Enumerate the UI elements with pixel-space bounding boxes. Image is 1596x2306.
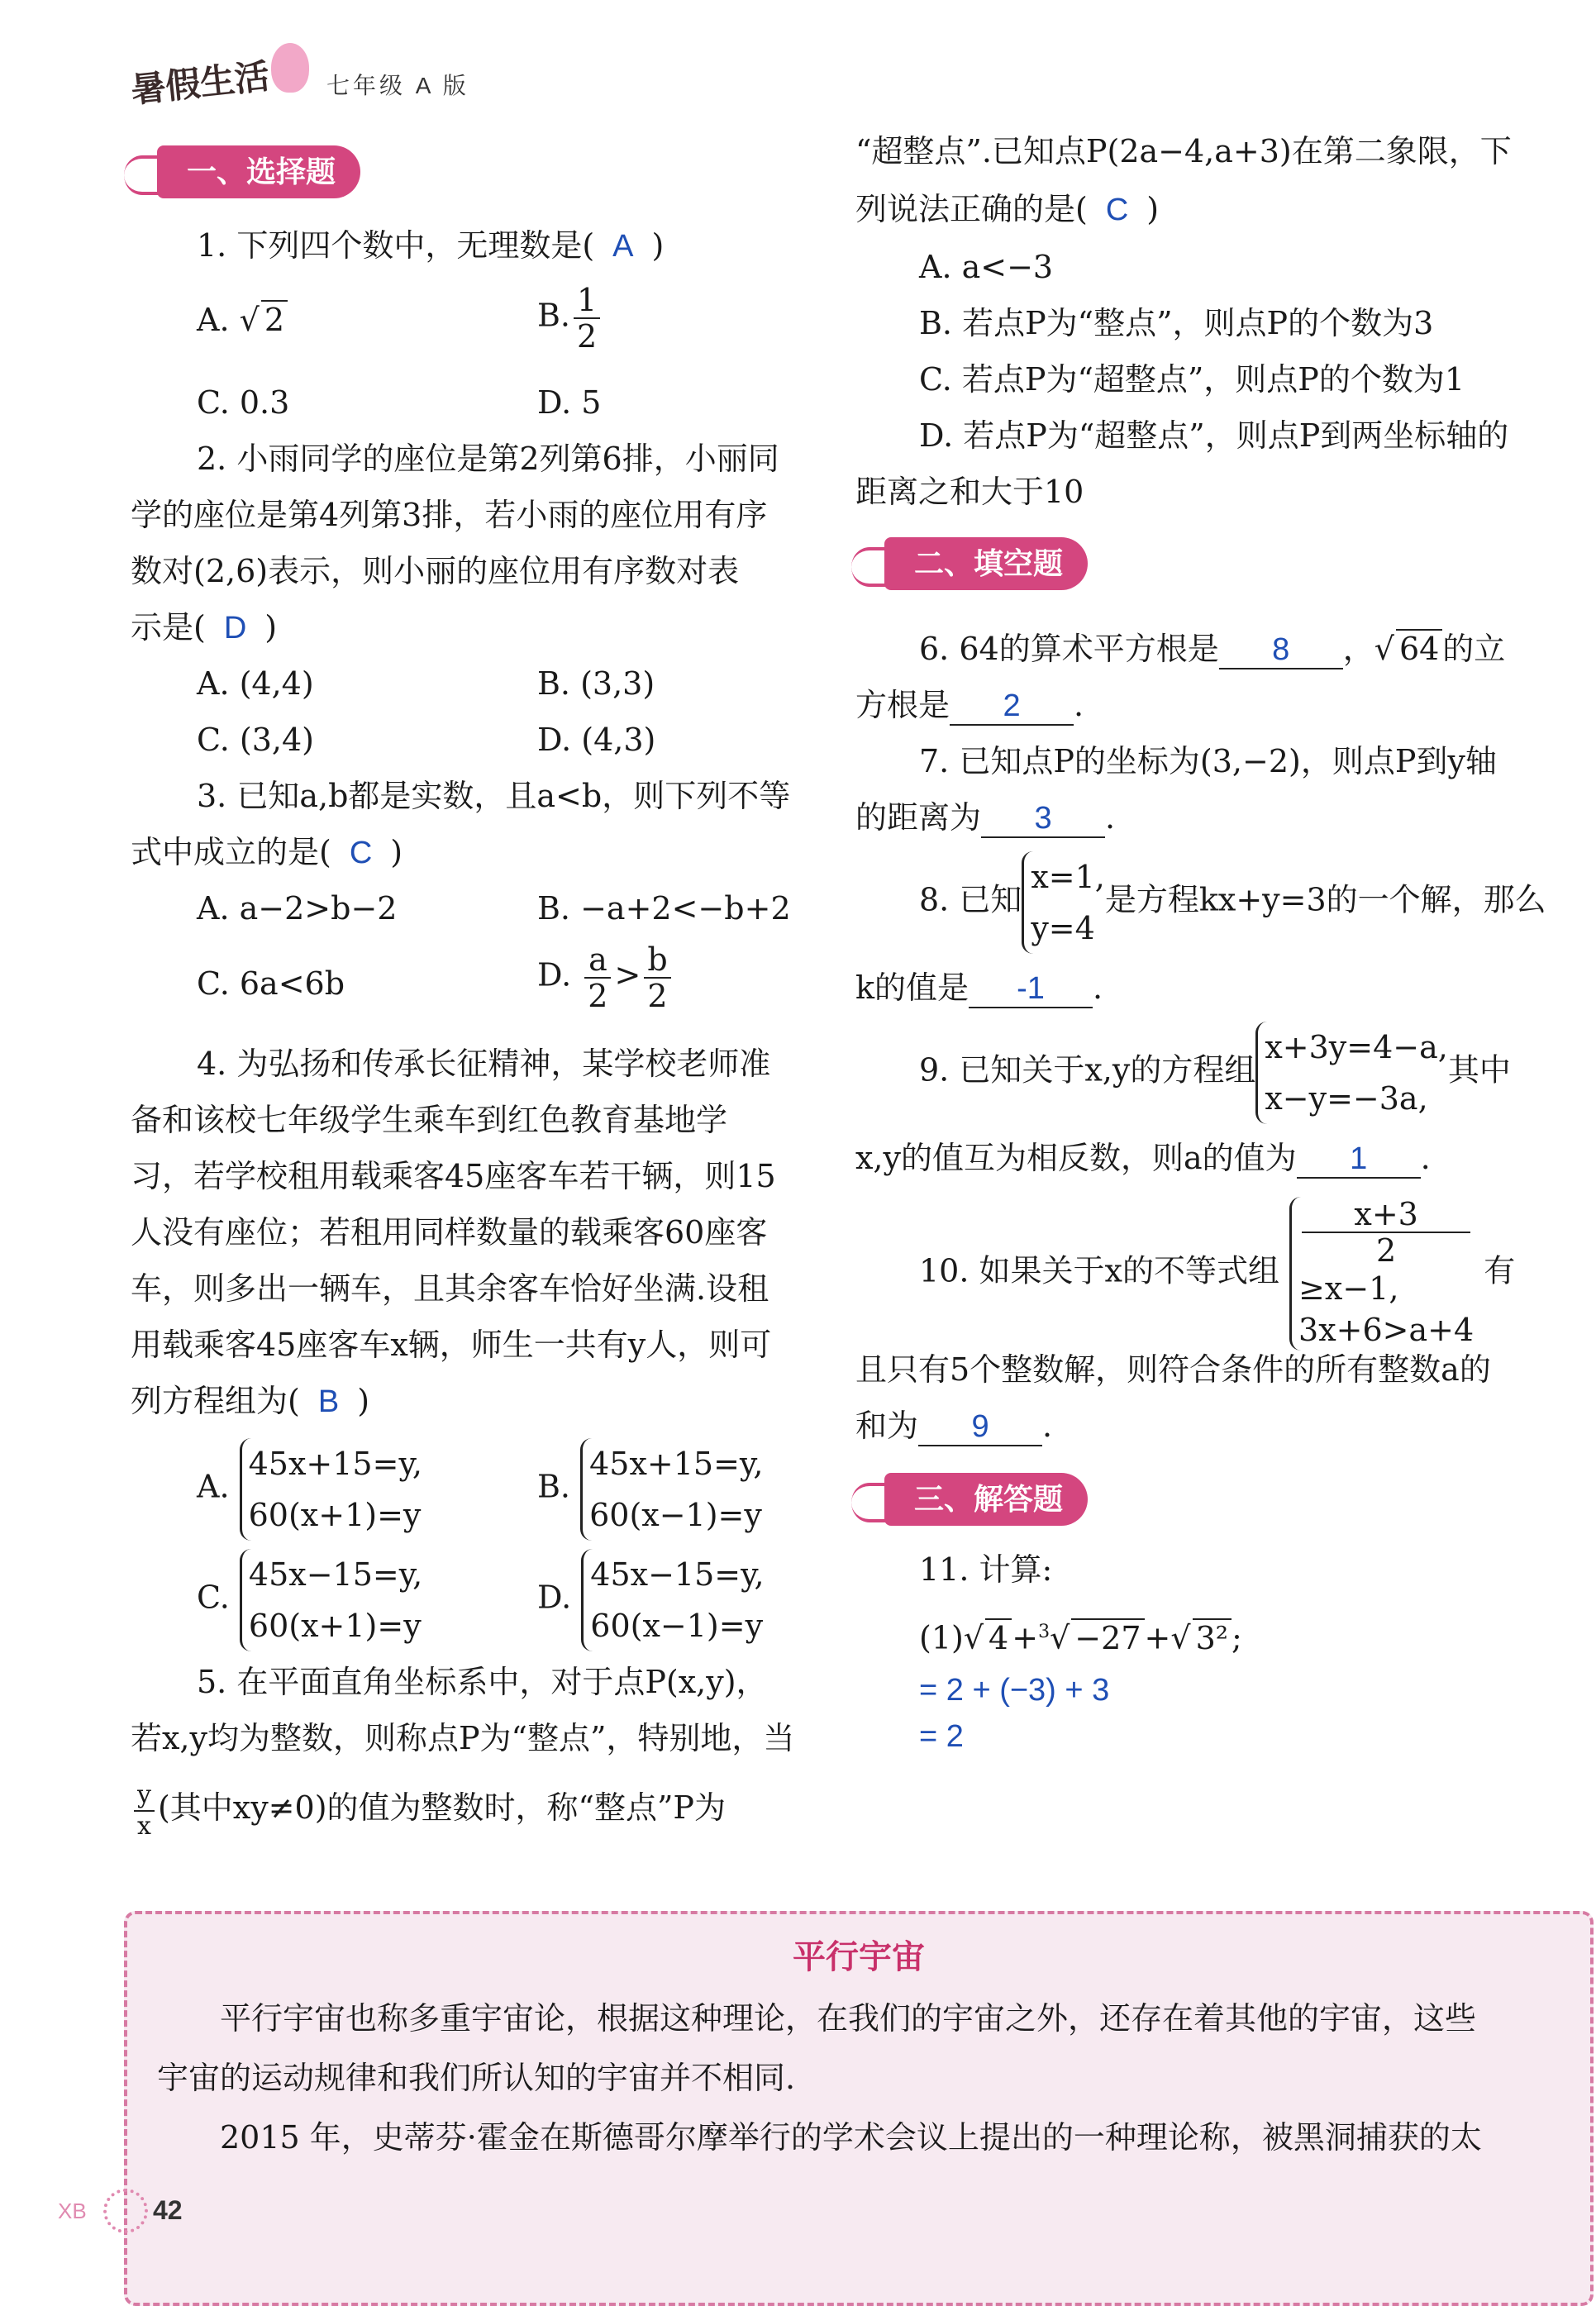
reading-box-para-2: 宇宙的运动规律和我们所认知的宇宙并不相同. — [157, 2060, 796, 2096]
q11-step-2: = 2 — [919, 1719, 964, 1754]
q5-option-d-cont: 距离之和大于10 — [855, 474, 1084, 510]
q10-line1: 10. 如果关于x的不等式组 x+3 2 ≥x−1, 3x+6>a+4 有 — [919, 1197, 1515, 1351]
reading-box-para-3: 2015 年，史蒂芬·霍金在斯德哥尔摩举行的学术会议上提出的一种理论称，被黑洞捕获的太 — [220, 2119, 1482, 2156]
q1-option-d: D. 5 — [537, 384, 602, 421]
q10-line3: 和为 9 . — [855, 1397, 1052, 1455]
q11-step-1: = 2 + (−3) + 3 — [919, 1673, 1110, 1708]
q2-option-b: B. (3,3) — [537, 665, 655, 702]
q3-option-a: A. a−2>b−2 — [197, 890, 398, 927]
q8-line1: 8. 已知 x=1, y=4 是方程kx+y=3的一个解，那么 — [919, 851, 1546, 954]
q8-answer: -1 — [969, 970, 1093, 1008]
q5-line3: $\frac{y}{x}$ (其中xy≠0)的值为整数时，称“整点”P为 — [131, 1779, 726, 1841]
q5-line4: “超整点”.已知点P(2a−4,a+3)在第二象限，下 — [855, 133, 1512, 169]
q3-option-b: B. −a+2<−b+2 — [537, 890, 791, 927]
q2-option-d: D. (4,3) — [537, 722, 656, 758]
q6-answer-2: 2 — [950, 688, 1074, 726]
q6-answer-1: 8 — [1219, 631, 1343, 669]
q4-line-4: 人没有座位；若租用同样数量的载乘客60座客 — [131, 1214, 768, 1251]
q4-option-c: C. 45x−15=y, 60(x+1)=y — [197, 1549, 422, 1651]
q5-option-c: C. 若点P为“超整点”，则点P的个数为1 — [919, 361, 1465, 398]
footer-code: XB — [58, 2199, 87, 2223]
q2-option-c: C. (3,4) — [197, 722, 314, 758]
q3-option-d: D. $\frac{a}{2}$ > $\frac{b}{2}$ — [537, 942, 674, 1013]
edition-label: 七年级 A 版 — [326, 73, 469, 98]
q3-option-c: C. 6a<6b — [197, 965, 345, 1002]
q7-line2: 的距离为 3 . — [855, 789, 1115, 846]
q3-line2: 式中成立的是( C ) — [131, 834, 403, 870]
q9-line1: 9. 已知关于x,y的方程组 x+3y=4−a, x−y=−3a, 其中 — [919, 1022, 1511, 1124]
q6-line2: 方根是 2 . — [855, 676, 1084, 734]
q8-line2: k的值是 -1 . — [855, 959, 1103, 1017]
q7-answer: 3 — [981, 800, 1105, 838]
q10-answer: 9 — [918, 1408, 1042, 1446]
q2-line1: 2. 小雨同学的座位是第2列第6排，小丽同 — [197, 441, 779, 477]
q6-line1: 6. 64的算术平方根是 8 ，√ 64 的立 — [919, 620, 1505, 678]
q5-line2: 若x,y均为整数，则称点P为“整点”，特别地，当 — [131, 1720, 795, 1756]
q4-line-2: 备和该校七年级学生乘车到红色教育基地学 — [131, 1102, 728, 1138]
reading-box-para-1: 平行宇宙也称多重宇宙论，根据这种理论，在我们的宇宙之外，还存在着其他的宇宙，这些 — [220, 2000, 1477, 2037]
q7-line1: 7. 已知点P的坐标为(3,−2)，则点P到y轴 — [919, 743, 1497, 779]
q4-option-b: B. 45x+15=y, 60(x−1)=y — [537, 1438, 763, 1541]
section-solve: 三、解答题 — [884, 1473, 1088, 1526]
q3-answer: C — [349, 836, 373, 870]
q1-answer: A — [612, 229, 634, 264]
q11-title: 11. 计算: — [919, 1551, 1053, 1588]
reading-box-title: 平行宇宙 — [793, 1939, 925, 1975]
q4-answer: B — [317, 1384, 340, 1419]
q4-option-a: A. 45x+15=y, 60(x+1)=y — [197, 1438, 422, 1541]
section-choice: 一、选择题 — [157, 145, 360, 198]
q5-line1: 5. 在平面直角坐标系中，对于点P(x,y)， — [197, 1664, 768, 1700]
q4-option-d: D. 45x−15=y, 60(x−1)=y — [537, 1549, 765, 1651]
spiral-icon — [103, 2189, 148, 2233]
q5-option-a: A. a<−3 — [919, 249, 1054, 285]
q4-line-5: 车，则多出一辆车，且其余客车恰好坐满.设租 — [131, 1270, 769, 1307]
q1-stem: 1. 下列四个数中，无理数是( A ) — [197, 227, 665, 264]
q2-line4: 示是( D ) — [131, 609, 278, 646]
q5-option-d: D. 若点P为“超整点”，则点P到两坐标轴的 — [919, 417, 1509, 454]
q4-line-3: 习，若学校租用载乘客45座客车若干辆，则15 — [131, 1158, 776, 1194]
q4-line-7: 列方程组为( B ) — [131, 1383, 370, 1419]
q1-option-b: B. $\frac{1}{2}$ — [537, 283, 603, 354]
q1-option-c: C. 0.3 — [197, 384, 290, 421]
q1-option-a: A. √ 2 — [197, 291, 288, 349]
q10-line2: 且只有5个整数解，则符合条件的所有整数a的 — [855, 1351, 1491, 1388]
q11-expression: (1)√ 4 +$^3$√ −27 +√ 3² ; — [919, 1619, 1242, 1656]
q2-answer: D — [223, 611, 247, 646]
q5-answer: C — [1105, 193, 1129, 227]
q5-line5: 列说法正确的是( C ) — [855, 191, 1160, 227]
q9-answer: 1 — [1297, 1141, 1421, 1179]
header-logo — [124, 43, 314, 114]
q5-option-b: B. 若点P为“整点”，则点P的个数为3 — [919, 305, 1434, 341]
q4-line-1: 4. 为弘扬和传承长征精神，某学校老师准 — [197, 1046, 771, 1082]
balloon-icon — [271, 43, 309, 93]
brand-title: 暑假生活 — [129, 56, 272, 110]
reading-box — [124, 1911, 1594, 2306]
q2-line3: 数对(2,6)表示，则小丽的座位用有序数对表 — [131, 553, 740, 589]
q9-line2: x,y的值互为相反数，则a的值为 1 . — [855, 1129, 1431, 1187]
q4-line-6: 用载乘客45座客车x辆，师生一共有y人，则可 — [131, 1327, 772, 1363]
page-number: 42 — [153, 2195, 183, 2225]
q2-line2: 学的座位是第4列第3排，若小雨的座位用有序 — [131, 497, 768, 533]
q3-line1: 3. 已知a,b都是实数，且a<b，则下列不等 — [197, 778, 791, 814]
q2-option-a: A. (4,4) — [197, 665, 314, 702]
section-fill: 二、填空题 — [884, 537, 1088, 590]
